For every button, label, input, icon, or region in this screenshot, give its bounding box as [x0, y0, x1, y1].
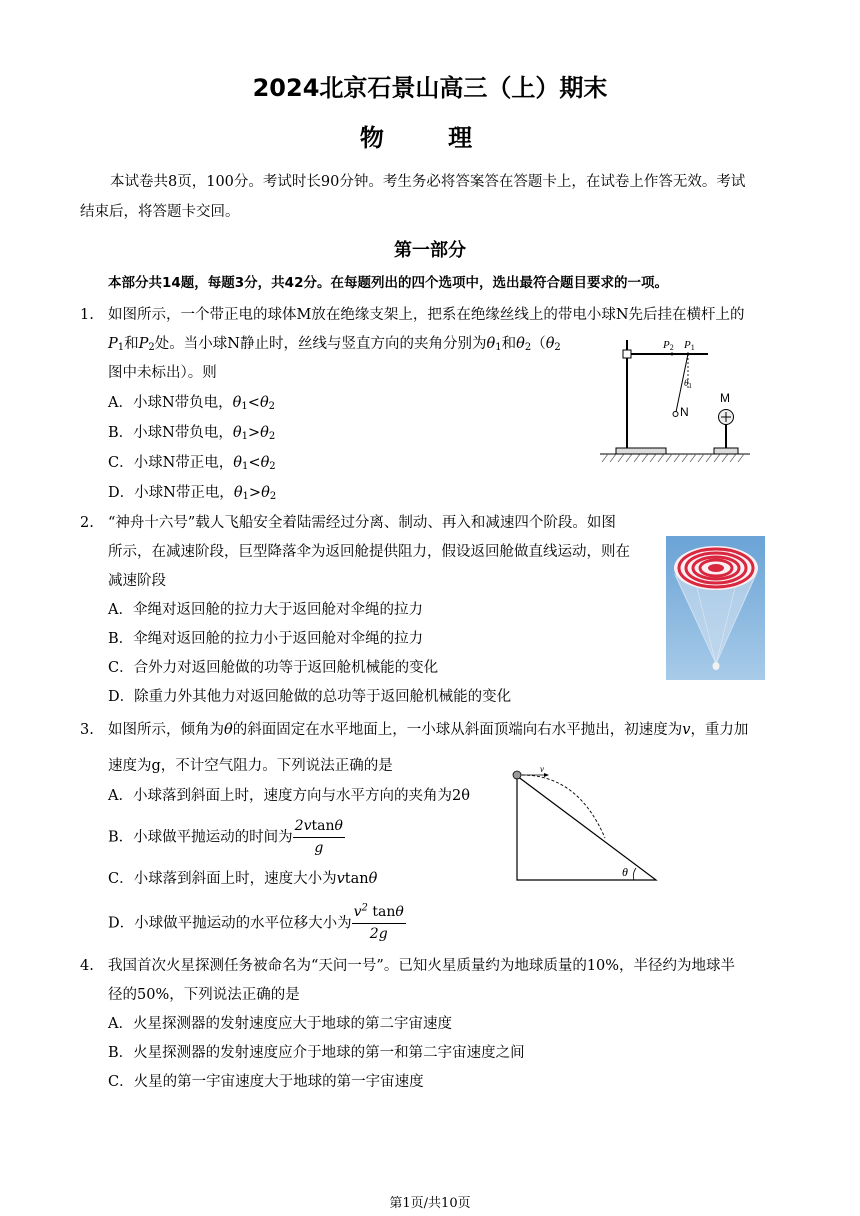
q3-option-c: C．小球落到斜面上时，速度大小为vtanθ: [108, 871, 378, 887]
subject-title: 物 理: [359, 124, 501, 152]
q4-option-c: C．火星的第一宇宙速度大于地球的第一宇宙速度: [108, 1074, 424, 1090]
q3-figure-label-theta: θ: [622, 865, 628, 879]
q1-figure-label-n: N: [680, 405, 689, 419]
q1-figure-label-p1: P1: [684, 339, 695, 352]
q3-number: 3.: [80, 722, 94, 738]
q3-figure-label-v: v: [540, 764, 544, 774]
q3-option-b: B．小球做平抛运动的时间为 $\frac{2vtan\theta}{g}$: [108, 818, 343, 856]
page-title: 2024北京石景山高三（上）期末: [252, 74, 608, 102]
q4-option-a: A．火星探测器的发射速度应大于地球的第二宇宙速度: [108, 1016, 452, 1032]
q1-option-d: D．小球N带正电，$\theta_1>\theta_2$: [108, 485, 277, 502]
q1-line-1: 如图所示，一个带正电的球体M放在绝缘支架上，把系在绝缘丝线上的带电小球N先后挂在横杆上的: [108, 307, 745, 323]
q2-line-3: 减速阶段: [108, 573, 166, 589]
q1-option-c: C．小球N带正电，$\theta_1<\theta_2$: [108, 455, 276, 472]
q2-option-b: B．伞绳对返回舱的拉力小于返回舱对伞绳的拉力: [108, 631, 424, 647]
q3-line-1: 如图所示，倾角为θ的斜面固定在水平地面上，一小球从斜面顶端向右水平抛出，初速度为v，重力加: [108, 722, 749, 738]
q2-option-d: D．除重力外其他力对返回舱做的总功等于返回舱机械能的变化: [108, 689, 512, 705]
q3-incline-figure: [508, 760, 664, 886]
page-footer: 第1页/共10页: [389, 1196, 471, 1211]
q2-line-2: 所示，在减速阶段，巨型降落伞为返回舱提供阻力，假设返回舱做直线运动，则在: [108, 544, 630, 560]
q4-number: 4.: [80, 958, 94, 974]
intro-line-2: 结束后，将答题卡交回。: [80, 204, 240, 220]
q2-number: 2.: [80, 515, 94, 531]
q4-option-b: B．火星探测器的发射速度应介于地球的第一和第二宇宙速度之间: [108, 1045, 525, 1061]
q4-line-2: 径的50%，下列说法正确的是: [108, 987, 300, 1003]
q2-parachute-photo: [666, 536, 765, 680]
q1-line-3: 图中未标出）。则: [108, 365, 217, 381]
q3-option-d: D．小球做平抛运动的水平位移大小为 $\frac{v^2 \tan\theta}{2g}$: [108, 902, 404, 942]
q3-line-2: 速度为g，不计空气阻力。下列说法正确的是: [108, 758, 393, 774]
q1-figure-label-p2: P2: [663, 339, 674, 352]
q2-option-a: A．伞绳对返回舱的拉力大于返回舱对伞绳的拉力: [108, 602, 423, 618]
q1-figure-label-m: M: [720, 391, 730, 405]
q4-line-1: 我国首次火星探测任务被命名为“天问一号”。已知火星质量约为地球质量的10%，半径约为地球半: [108, 958, 736, 974]
q1-figure: [596, 336, 756, 466]
q1-option-a: A．小球N带负电，$\theta_1<\theta_2$: [108, 395, 276, 412]
q1-number: 1.: [80, 307, 94, 323]
q1-option-b: B．小球N带负电，$\theta_1>\theta_2$: [108, 425, 276, 442]
section-title: 第一部分: [394, 240, 466, 261]
q1-line-2: $P_1$和$P_2$处。当小球N静止时，丝线与竖直方向的夹角分别为$\theta_1$和$\theta_2(\theta_2$: [108, 336, 561, 353]
q2-line-1: “神舟十六号”载人飞船安全着陆需经过分离、制动、再入和减速四个阶段。如图: [108, 515, 616, 531]
q3-option-a: A．小球落到斜面上时，速度方向与水平方向的夹角为2θ: [108, 788, 470, 804]
section-instruction: 本部分共14题，每题3分，共42分。在每题列出的四个选项中，选出最符合题目要求的一项。: [108, 275, 668, 291]
intro-line-1: 本试卷共8页，100分。考试时长90分钟。考生务必将答案答在答题卡上，在试卷上作答无效。考试: [110, 174, 746, 190]
q1-figure-label-theta1: $\theta_1$: [684, 378, 692, 390]
q2-option-c: C．合外力对返回舱做的功等于返回舱机械能的变化: [108, 660, 439, 676]
